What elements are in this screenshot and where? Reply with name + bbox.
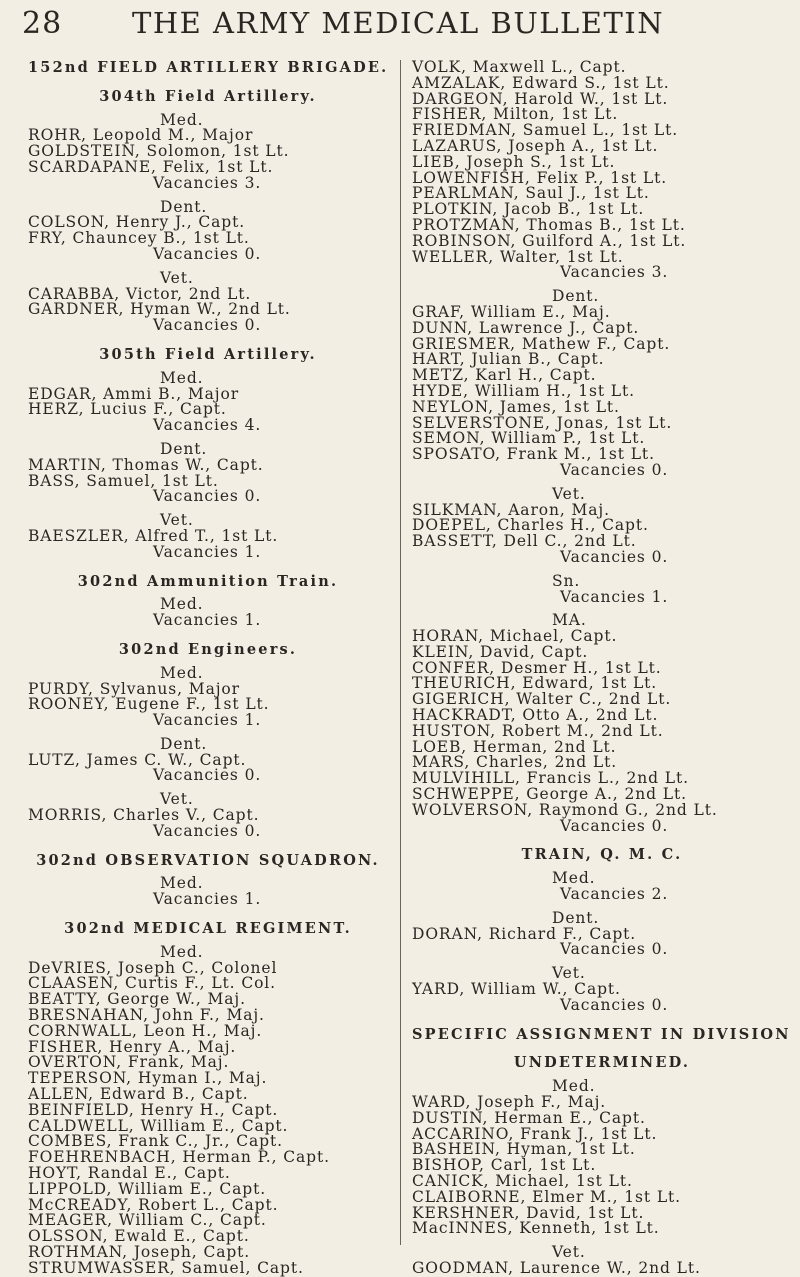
spacer — [28, 589, 388, 597]
spacer — [28, 729, 388, 737]
officer-entry: SELVERSTONE, Jonas, 1st Lt. — [412, 413, 673, 432]
officer-entry: BRESNAHAN, John F., Maj. — [28, 1006, 265, 1025]
vacancies-line: Vacancies 0. — [560, 547, 669, 566]
officer-entry: CANICK, Michael, 1st Lt. — [412, 1172, 633, 1190]
unit-heading: 304th Field Artillery. — [99, 87, 317, 105]
right-column — [412, 60, 792, 1277]
journal-title: THE ARMY MEDICAL BULLETIN — [132, 6, 665, 40]
spacer — [28, 434, 388, 442]
spacer — [412, 281, 792, 289]
officer-entry: SPOSATO, Frank M., 1st Lt. — [412, 445, 655, 464]
officer-entry: LIPPOLD, William E., Capt. — [28, 1179, 267, 1198]
page-header — [0, 0, 800, 56]
officer-entry: STRUMWASSER, Samuel, Capt. — [28, 1258, 304, 1277]
officer-entry: CLAIBORNE, Elmer M., 1st Lt. — [412, 1187, 682, 1206]
officer-entry: GOODMAN, Laurence W., 2nd Lt. — [412, 1258, 701, 1277]
spacer — [412, 1014, 792, 1027]
spacer — [28, 784, 388, 792]
officer-entry: CONFER, Desmer H., 1st Lt. — [412, 658, 662, 677]
officer-entry: MULVIHILL, Francis L., 2nd Lt. — [412, 769, 689, 788]
spacer — [28, 937, 388, 945]
spacer — [412, 863, 792, 871]
unit-heading: 302nd Engineers. — [118, 640, 298, 658]
section-heading: Dent. — [160, 734, 208, 753]
vacancies-line: Vacancies 0. — [153, 766, 262, 785]
section-heading: Med. — [160, 663, 204, 682]
officer-entry: LOWENFISH, Felix P., 1st Lt. — [412, 168, 668, 187]
spacer — [28, 629, 388, 642]
officer-entry: FISHER, Milton, 1st Lt. — [412, 105, 619, 124]
officer-entry: WARD, Joseph F., Maj. — [412, 1093, 607, 1112]
section-heading: Dent. — [160, 439, 208, 458]
officer-entry: LUTZ, James C. W., Capt. — [28, 750, 247, 769]
page-number: 28 — [22, 6, 63, 41]
spacer — [412, 479, 792, 487]
spacer — [28, 76, 388, 89]
officer-entry: LIEB, Joseph S., 1st Lt. — [412, 152, 616, 171]
unit-heading: SPECIFIC ASSIGNMENT IN DIVISION — [412, 1025, 791, 1043]
unit-heading: 302nd OBSERVATION SQUADRON. — [36, 851, 380, 869]
officer-entry: GRAF, William E., Maj. — [412, 302, 611, 321]
officer-entry: HART, Julian B., Capt. — [412, 350, 605, 369]
officer-entry: CORNWALL, Leon H., Maj. — [28, 1021, 263, 1040]
section-heading: Med. — [552, 1077, 596, 1096]
officer-entry: GRIESMER, Mathew F., Capt. — [412, 334, 671, 353]
officer-entry: BASS, Samuel, 1st Lt. — [28, 471, 219, 490]
officer-entry: METZ, Karl H., Capt. — [412, 366, 597, 385]
officer-entry: BEINFIELD, Henry H., Capt. — [28, 1100, 279, 1119]
spacer — [28, 658, 388, 666]
vacancies-line: Vacancies 3. — [560, 263, 669, 282]
officer-entry: MARTIN, Thomas W., Capt. — [28, 455, 264, 474]
section-heading: Dent. — [552, 287, 600, 306]
unit-heading: 302nd Ammunition Train. — [77, 572, 339, 590]
officer-entry: GIGERICH, Walter C., 2nd Lt. — [412, 690, 672, 709]
officer-entry: THEURICH, Edward, 1st Lt. — [412, 674, 658, 693]
officer-entry: FRIEDMAN, Samuel L., 1st Lt. — [412, 121, 679, 140]
spacer — [412, 958, 792, 966]
section-heading: Med. — [160, 874, 204, 893]
officer-entry: DeVRIES, Joseph C., Colonel — [28, 958, 278, 977]
officer-entry: MEAGER, William C., Capt. — [28, 1211, 267, 1230]
vacancies-line: Vacancies 0. — [153, 821, 262, 840]
officer-entry: PURDY, Sylvanus, Major — [28, 679, 240, 698]
officer-entry: ACCARINO, Frank J., 1st Lt. — [412, 1124, 658, 1143]
officer-entry: SEMON, William P., 1st Lt. — [412, 429, 646, 448]
officer-entry: OLSSON, Ewald E., Capt. — [28, 1227, 250, 1246]
spacer — [28, 868, 388, 876]
vacancies-line: Vacancies 0. — [560, 460, 669, 479]
officer-entry: MARS, Charles, 2nd Lt. — [412, 753, 618, 772]
officer-entry: CLAASEN, Curtis F., Lt. Col. — [28, 974, 276, 993]
officer-entry: KERSHNER, David, 1st Lt. — [412, 1203, 645, 1222]
officer-entry: KLEIN, David, Capt. — [412, 642, 589, 661]
spacer — [28, 192, 388, 200]
section-heading: Vet. — [552, 964, 586, 983]
officer-entry: YARD, William W., Capt. — [412, 980, 621, 999]
officer-entry: PROTZMAN, Thomas B., 1st Lt. — [412, 215, 686, 234]
officer-entry: LOEB, Herman, 2nd Lt. — [412, 737, 617, 756]
officer-entry: BAESZLER, Alfred T., 1st Lt. — [28, 526, 279, 545]
section-heading: Sn. — [552, 571, 581, 590]
unit-heading: TRAIN, Q. M. C. — [521, 846, 683, 864]
officer-entry: VOLK, Maxwell L., Capt. — [412, 58, 627, 76]
section-heading: Vet. — [160, 268, 194, 287]
spacer — [28, 561, 388, 574]
officer-entry: GARDNER, Hyman W., 2nd Lt. — [28, 300, 291, 319]
officer-entry: OVERTON, Frank, Maj. — [28, 1053, 230, 1072]
officer-entry: ALLEN, Edward B., Capt. — [28, 1085, 249, 1104]
spacer — [28, 363, 388, 371]
officer-entry: BISHOP, Carl, 1st Lt. — [412, 1156, 597, 1175]
officer-entry: GOLDSTEIN, Solomon, 1st Lt. — [28, 142, 290, 161]
officer-entry: EDGAR, Ammi B., Major — [28, 384, 240, 403]
section-heading: Med. — [160, 942, 204, 961]
officer-entry: DUSTIN, Herman E., Capt. — [412, 1108, 646, 1127]
officer-entry: ROHR, Leopold M., Major — [28, 126, 254, 145]
spacer — [412, 1237, 792, 1245]
spacer — [412, 605, 792, 613]
vacancies-line: Vacancies 1. — [153, 711, 262, 730]
section-heading: Med. — [552, 869, 596, 888]
vacancies-line: Vacancies 0. — [153, 316, 262, 335]
officer-entry: DUNN, Lawrence J., Capt. — [412, 318, 640, 337]
vacancies-line: Vacancies 1. — [153, 890, 262, 909]
section-heading: Med. — [160, 110, 204, 129]
unit-heading: UNDETERMINED. — [513, 1054, 691, 1072]
vacancies-line: Vacancies 4. — [153, 416, 262, 435]
officer-entry: McCREADY, Robert L., Capt. — [28, 1195, 279, 1214]
spacer — [28, 105, 388, 113]
unit-heading: 302nd MEDICAL REGIMENT. — [64, 920, 352, 938]
officer-entry: COLSON, Henry J., Capt. — [28, 213, 246, 232]
officer-entry: NEYLON, James, 1st Lt. — [412, 397, 620, 416]
officer-entry: BASHEIN, Hyman, 1st Lt. — [412, 1140, 636, 1159]
officer-entry: HYDE, William H., 1st Lt. — [412, 381, 635, 400]
officer-entry: HOYT, Randal E., Capt. — [28, 1164, 231, 1183]
section-heading: MA. — [552, 611, 587, 630]
vacancies-line: Vacancies 0. — [153, 487, 262, 506]
officer-entry: BASSETT, Dell C., 2nd Lt. — [412, 532, 637, 551]
spacer — [412, 566, 792, 574]
spacer — [28, 840, 388, 853]
spacer — [28, 505, 388, 513]
vacancies-line: Vacancies 0. — [560, 816, 669, 835]
officer-entry: AMZALAK, Edward S., 1st Lt. — [412, 73, 670, 92]
officer-entry: ROONEY, Eugene F., 1st Lt. — [28, 695, 270, 714]
section-heading: Vet. — [160, 790, 194, 809]
officer-entry: HORAN, Michael, Capt. — [412, 627, 618, 646]
officer-entry: WOLVERSON, Raymond G., 2nd Lt. — [412, 800, 718, 819]
vacancies-line: Vacancies 1. — [560, 587, 669, 606]
spacer — [28, 334, 388, 347]
vacancies-line: Vacancies 2. — [560, 885, 669, 904]
vacancies-line: Vacancies 1. — [153, 542, 262, 561]
spacer — [412, 903, 792, 911]
officer-entry: CALDWELL, William E., Capt. — [28, 1116, 289, 1135]
officer-entry: MORRIS, Charles V., Capt. — [28, 806, 260, 825]
officer-entry: DARGEON, Harold W., 1st Lt. — [412, 89, 669, 108]
officer-entry: FOEHRENBACH, Herman P., Capt. — [28, 1148, 330, 1167]
section-heading: Dent. — [552, 908, 600, 927]
section-heading: Dent. — [160, 197, 208, 216]
column-divider — [400, 60, 401, 1245]
section-heading: Med. — [160, 595, 204, 614]
officer-entry: LAZARUS, Joseph A., 1st Lt. — [412, 136, 659, 155]
officer-entry: PEARLMAN, Saul J., 1st Lt. — [412, 184, 650, 203]
officer-entry: COMBES, Frank C., Jr., Capt. — [28, 1132, 283, 1151]
officer-entry: FRY, Chauncey B., 1st Lt. — [28, 229, 250, 248]
section-heading: Vet. — [552, 1243, 586, 1262]
unit-heading: 152nd FIELD ARTILLERY BRIGADE. — [28, 59, 389, 76]
officer-entry: CARABBA, Victor, 2nd Lt. — [28, 284, 252, 303]
section-heading: Vet. — [160, 511, 194, 530]
officer-entry: FISHER, Henry A., Maj. — [28, 1037, 237, 1056]
officer-entry: SCARDAPANE, Felix, 1st Lt. — [28, 157, 274, 176]
section-heading: Med. — [160, 368, 204, 387]
officer-entry: BEATTY, George W., Maj. — [28, 990, 246, 1009]
officer-entry: TEPERSON, Hyman I., Maj. — [28, 1069, 268, 1088]
vacancies-line: Vacancies 0. — [153, 244, 262, 263]
officer-entry: SILKMAN, Aaron, Maj. — [412, 500, 610, 519]
vacancies-line: Vacancies 0. — [560, 940, 669, 959]
section-heading: Vet. — [552, 484, 586, 503]
officer-entry: WELLER, Walter, 1st Lt. — [412, 247, 624, 266]
unit-heading: 305th Field Artillery. — [99, 345, 317, 363]
vacancies-line: Vacancies 1. — [153, 611, 262, 630]
officer-entry: PLOTKIN, Jacob B., 1st Lt. — [412, 200, 645, 219]
spacer — [28, 263, 388, 271]
officer-entry: DOEPEL, Charles H., Capt. — [412, 516, 649, 535]
officer-entry: ROTHMAN, Joseph, Capt. — [28, 1243, 251, 1261]
vacancies-line: Vacancies 3. — [153, 173, 262, 192]
officer-entry: MacINNES, Kenneth, 1st Lt. — [412, 1219, 660, 1238]
vacancies-line: Vacancies 0. — [560, 995, 669, 1014]
officer-entry: ROBINSON, Guilford A., 1st Lt. — [412, 231, 687, 250]
officer-entry: HUSTON, Robert M., 2nd Lt. — [412, 721, 664, 740]
officer-entry: HACKRADT, Otto A., 2nd Lt. — [412, 706, 659, 725]
spacer — [412, 1071, 792, 1079]
officer-entry: DORAN, Richard F., Capt. — [412, 924, 637, 943]
officer-entry: HERZ, Lucius F., Capt. — [28, 400, 227, 419]
officer-entry: SCHWEPPE, George A., 2nd Lt. — [412, 785, 687, 804]
left-column — [28, 60, 388, 1277]
